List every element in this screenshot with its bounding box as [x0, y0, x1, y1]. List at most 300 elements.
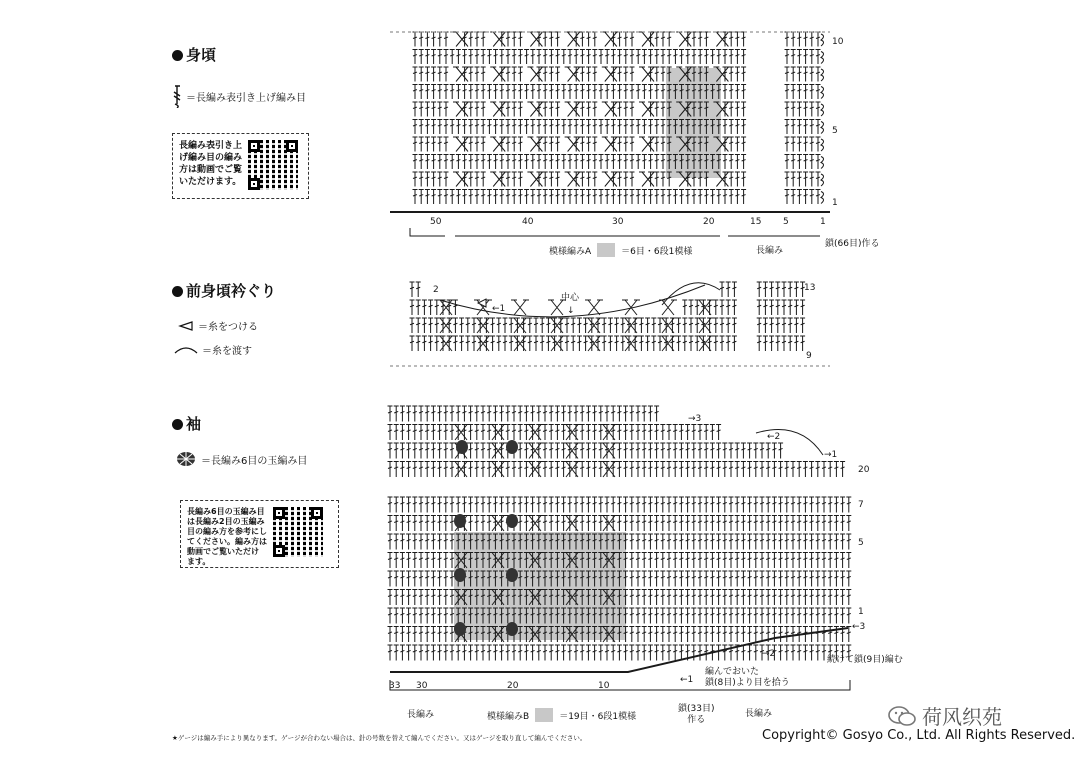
body-chain-label: 鎖(66目)作る — [825, 239, 880, 249]
dc-stitch — [586, 172, 591, 187]
dc-stitch — [753, 462, 758, 478]
dc-stitch — [772, 462, 777, 478]
crossed-stitch — [526, 462, 544, 478]
dc-stitch — [623, 172, 628, 187]
dc-stitch — [568, 120, 573, 135]
turning-chain — [821, 139, 824, 151]
dc-stitch — [834, 462, 839, 478]
dc-stitch — [698, 608, 703, 624]
shade-swatch-icon — [597, 243, 615, 257]
dc-stitch — [555, 50, 560, 65]
dc-stitch — [468, 425, 473, 441]
dc-stitch — [667, 590, 672, 606]
dc-stitch — [834, 571, 839, 587]
dc-stitch — [614, 336, 619, 351]
dc-stitch — [682, 300, 687, 315]
dc-stitch — [419, 443, 424, 459]
dc-stitch — [534, 318, 539, 333]
dc-stitch — [772, 608, 777, 624]
dc-stitch — [413, 50, 418, 65]
dc-stitch — [400, 425, 405, 441]
dc-stitch — [512, 85, 517, 100]
dc-stitch — [846, 608, 851, 624]
dc-stitch — [592, 516, 597, 532]
dc-stitch — [673, 443, 678, 459]
dc-stitch — [741, 137, 746, 152]
dc-stitch — [406, 406, 411, 422]
dc-stitch — [660, 590, 665, 606]
dc-stitch — [722, 645, 727, 661]
dc-stitch — [760, 516, 765, 532]
dc-stitch — [623, 50, 628, 65]
dc-stitch — [623, 516, 628, 532]
dc-stitch — [586, 425, 591, 441]
bobble-stitch — [506, 440, 518, 454]
dc-stitch — [815, 462, 820, 478]
dc-stitch — [791, 190, 796, 205]
dc-stitch — [549, 497, 554, 513]
dc-stitch — [704, 190, 709, 205]
dc-stitch — [778, 534, 783, 550]
dc-stitch — [443, 608, 448, 624]
dc-stitch — [546, 318, 551, 333]
dc-stitch — [816, 102, 821, 117]
dc-stitch — [741, 627, 746, 643]
dc-stitch — [571, 318, 576, 333]
dc-stitch — [630, 67, 635, 82]
dc-stitch — [803, 67, 808, 82]
row-number-label: 13 — [804, 283, 816, 293]
dc-stitch — [840, 608, 845, 624]
dc-stitch — [561, 406, 566, 422]
dc-stitch — [623, 645, 628, 661]
dc-stitch — [791, 32, 796, 47]
dc-stitch — [784, 497, 789, 513]
dc-stitch — [555, 137, 560, 152]
dc-stitch — [412, 406, 417, 422]
dc-stitch — [506, 50, 511, 65]
dc-stitch — [741, 50, 746, 65]
dc-stitch — [828, 571, 833, 587]
dc-stitch — [695, 300, 700, 315]
dc-stitch — [720, 300, 725, 315]
dc-stitch — [475, 50, 480, 65]
dc-stitch — [413, 120, 418, 135]
dc-stitch — [691, 443, 696, 459]
dc-stitch — [583, 336, 588, 351]
crossed-stitch — [511, 300, 529, 315]
dc-stitch — [431, 443, 436, 459]
dc-stitch — [394, 425, 399, 441]
dc-stitch — [722, 590, 727, 606]
sleeve-dc-left-label: 長編み — [407, 710, 435, 720]
dc-stitch — [654, 32, 659, 47]
dc-stitch — [723, 120, 728, 135]
dc-stitch — [598, 516, 603, 532]
dc-stitch — [561, 462, 566, 478]
dc-stitch — [549, 50, 554, 65]
dc-stitch — [412, 534, 417, 550]
dc-stitch — [536, 497, 541, 513]
dc-stitch — [512, 425, 517, 441]
dc-stitch — [444, 32, 449, 47]
dc-stitch — [605, 645, 610, 661]
dc-stitch — [661, 50, 666, 65]
dc-stitch — [654, 516, 659, 532]
dc-stitch — [474, 443, 479, 459]
dc-stitch — [704, 590, 709, 606]
dc-stitch — [722, 443, 727, 459]
dc-stitch — [555, 462, 560, 478]
dc-stitch — [394, 590, 399, 606]
dc-stitch — [815, 627, 820, 643]
wechat-icon — [888, 705, 916, 727]
dc-stitch — [763, 318, 768, 333]
dc-stitch — [822, 534, 827, 550]
dc-stitch — [431, 102, 436, 117]
dc-stitch — [840, 571, 845, 587]
dc-stitch — [642, 516, 647, 532]
dc-stitch — [472, 318, 477, 333]
dc-stitch — [481, 190, 486, 205]
dc-stitch — [623, 497, 628, 513]
dc-stitch — [691, 497, 696, 513]
dc-stitch — [816, 50, 821, 65]
dc-stitch — [803, 50, 808, 65]
crossed-stitch — [585, 318, 603, 333]
dc-stitch — [791, 590, 796, 606]
dc-stitch — [729, 553, 734, 569]
dc-stitch — [782, 300, 787, 315]
dc-stitch — [791, 608, 796, 624]
dc-stitch — [487, 155, 492, 170]
dc-stitch — [753, 497, 758, 513]
legend-attach: ＝糸をつける — [178, 318, 258, 333]
dc-stitch — [704, 443, 709, 459]
dc-stitch — [444, 102, 449, 117]
dc-stitch — [394, 571, 399, 587]
dc-stitch — [437, 32, 442, 47]
dc-stitch — [412, 645, 417, 661]
legend-bobble: ＝長編み6目の玉編み目 — [175, 450, 307, 468]
dc-stitch — [747, 553, 752, 569]
crossed-stitch — [453, 67, 471, 82]
dc-stitch — [685, 190, 690, 205]
dc-stitch — [468, 137, 473, 152]
dc-stitch — [846, 571, 851, 587]
dc-stitch — [413, 32, 418, 47]
dc-stitch — [462, 120, 467, 135]
watermark: 荷风织苑 — [888, 701, 1002, 730]
dc-stitch — [713, 300, 718, 315]
dc-stitch — [698, 571, 703, 587]
dc-stitch — [660, 571, 665, 587]
dc-stitch — [704, 425, 709, 441]
dc-stitch — [698, 497, 703, 513]
dc-stitch — [782, 336, 787, 351]
dc-stitch — [425, 155, 430, 170]
dc-stitch — [689, 300, 694, 315]
dc-stitch — [778, 553, 783, 569]
dc-stitch — [437, 590, 442, 606]
dc-stitch — [809, 645, 814, 661]
dc-stitch — [487, 406, 492, 422]
dc-stitch — [784, 627, 789, 643]
dc-stitch — [475, 155, 480, 170]
dc-stitch — [422, 318, 427, 333]
crossed-stitch — [659, 300, 677, 315]
dc-stitch — [778, 443, 783, 459]
dc-stitch — [518, 190, 523, 205]
row-number-label: 7 — [858, 500, 864, 510]
dc-stitch — [496, 336, 501, 351]
dc-stitch — [636, 155, 641, 170]
dc-stitch — [540, 336, 545, 351]
dc-stitch — [772, 571, 777, 587]
dc-stitch — [729, 137, 734, 152]
row-mark-label: ←2 — [767, 432, 781, 442]
crossed-stitch — [526, 425, 544, 441]
dc-stitch — [617, 85, 622, 100]
dc-stitch — [505, 462, 510, 478]
dc-stitch — [419, 102, 424, 117]
dc-stitch — [394, 553, 399, 569]
dc-stitch — [543, 443, 548, 459]
dc-stitch — [809, 155, 814, 170]
dc-stitch — [574, 406, 579, 422]
dc-stitch — [481, 462, 486, 478]
dc-stitch — [660, 608, 665, 624]
dc-stitch — [400, 497, 405, 513]
dc-stitch — [437, 425, 442, 441]
dc-stitch — [803, 516, 808, 532]
dc-stitch — [388, 608, 393, 624]
dc-stitch — [623, 462, 628, 478]
dc-stitch — [667, 462, 672, 478]
dc-stitch — [834, 590, 839, 606]
stitch-count-label: 1 — [820, 217, 826, 227]
dc-stitch — [766, 462, 771, 478]
dc-stitch — [524, 462, 529, 478]
dc-stitch — [753, 608, 758, 624]
dc-stitch — [692, 32, 697, 47]
dc-stitch — [475, 137, 480, 152]
dc-stitch — [685, 553, 690, 569]
dc-stitch — [443, 553, 448, 569]
dc-stitch — [462, 85, 467, 100]
dc-stitch — [592, 50, 597, 65]
dc-stitch — [617, 120, 622, 135]
dc-stitch — [757, 318, 762, 333]
section-title-sleeve: 袖 — [172, 413, 201, 434]
dc-stitch — [747, 627, 752, 643]
dc-stitch — [778, 645, 783, 661]
dc-stitch — [580, 102, 585, 117]
dc-stitch — [484, 318, 489, 333]
dc-stitch — [468, 102, 473, 117]
dc-stitch — [775, 300, 780, 315]
dc-stitch — [679, 645, 684, 661]
dc-stitch — [617, 67, 622, 82]
dc-stitch — [512, 155, 517, 170]
dc-stitch — [630, 155, 635, 170]
dc-stitch — [518, 443, 523, 459]
dc-stitch — [667, 627, 672, 643]
dc-stitch — [642, 85, 647, 100]
dc-stitch — [493, 85, 498, 100]
dc-stitch — [629, 608, 634, 624]
crossed-stitch — [565, 137, 583, 152]
dc-stitch — [660, 534, 665, 550]
dc-stitch — [598, 462, 603, 478]
dc-stitch — [673, 645, 678, 661]
dc-stitch — [785, 85, 790, 100]
dc-stitch — [753, 516, 758, 532]
dc-stitch — [741, 497, 746, 513]
dc-stitch — [549, 443, 554, 459]
dc-stitch — [729, 67, 734, 82]
dc-stitch — [561, 443, 566, 459]
dc-stitch — [735, 32, 740, 47]
dc-stitch — [623, 443, 628, 459]
dc-stitch — [561, 50, 566, 65]
dc-stitch — [487, 462, 492, 478]
dc-stitch — [493, 497, 498, 513]
dc-stitch — [828, 608, 833, 624]
dc-stitch — [660, 462, 665, 478]
dc-stitch — [431, 534, 436, 550]
dc-stitch — [555, 102, 560, 117]
dc-stitch — [412, 608, 417, 624]
dc-stitch — [481, 50, 486, 65]
dc-stitch — [729, 102, 734, 117]
dc-stitch — [543, 155, 548, 170]
dc-stitch — [753, 443, 758, 459]
dc-stitch — [456, 120, 461, 135]
dc-stitch — [784, 590, 789, 606]
crossed-stitch — [659, 318, 677, 333]
dc-stitch — [797, 608, 802, 624]
dc-stitch — [763, 336, 768, 351]
crossed-stitch — [696, 300, 714, 315]
dc-stitch — [642, 120, 647, 135]
dc-stitch — [815, 497, 820, 513]
dc-stitch — [763, 282, 768, 297]
dc-stitch — [506, 190, 511, 205]
dc-stitch — [735, 571, 740, 587]
dc-stitch — [425, 32, 430, 47]
dc-stitch — [434, 336, 439, 351]
dc-stitch — [437, 50, 442, 65]
dc-stitch — [605, 190, 610, 205]
crossed-stitch — [489, 425, 507, 441]
dc-stitch — [406, 497, 411, 513]
dc-stitch — [732, 282, 737, 297]
dc-stitch — [623, 137, 628, 152]
dc-stitch — [716, 497, 721, 513]
crossed-stitch — [452, 462, 470, 478]
dc-stitch — [592, 102, 597, 117]
dc-stitch — [797, 102, 802, 117]
dc-stitch — [536, 645, 541, 661]
dc-stitch — [726, 336, 731, 351]
dc-stitch — [450, 120, 455, 135]
dc-stitch — [530, 50, 535, 65]
dc-stitch — [605, 155, 610, 170]
dc-stitch — [443, 590, 448, 606]
dc-stitch — [685, 590, 690, 606]
dc-stitch — [567, 497, 572, 513]
dc-stitch — [741, 590, 746, 606]
dc-stitch — [437, 137, 442, 152]
dc-stitch — [406, 425, 411, 441]
dc-stitch — [505, 497, 510, 513]
dc-stitch — [757, 282, 762, 297]
crossed-stitch — [489, 462, 507, 478]
dc-stitch — [617, 462, 622, 478]
crossed-stitch — [490, 102, 508, 117]
dc-stitch — [741, 172, 746, 187]
dc-stitch — [543, 516, 548, 532]
dc-stitch — [723, 190, 728, 205]
crossed-stitch — [453, 172, 471, 187]
dc-stitch — [437, 190, 442, 205]
dc-stitch — [474, 425, 479, 441]
dc-stitch — [735, 497, 740, 513]
dc-stitch — [475, 85, 480, 100]
crossed-stitch — [453, 137, 471, 152]
dc-stitch — [425, 590, 430, 606]
dc-stitch — [800, 336, 805, 351]
dc-stitch — [512, 406, 517, 422]
dc-stitch — [388, 462, 393, 478]
dc-stitch — [462, 50, 467, 65]
copyright: Copyright© Gosyo Co., Ltd. All Rights Reserved. — [762, 728, 1076, 743]
dc-stitch — [450, 590, 455, 606]
dc-stitch — [660, 645, 665, 661]
dc-stitch — [679, 425, 684, 441]
dc-stitch — [561, 85, 566, 100]
dc-stitch — [437, 67, 442, 82]
dc-stitch — [431, 497, 436, 513]
dc-stitch — [797, 462, 802, 478]
dc-stitch — [428, 300, 433, 315]
dc-stitch — [456, 85, 461, 100]
dc-stitch — [654, 155, 659, 170]
dc-stitch — [443, 627, 448, 643]
dc-stitch — [574, 190, 579, 205]
dc-stitch — [481, 137, 486, 152]
dc-stitch — [617, 155, 622, 170]
dc-stitch — [413, 137, 418, 152]
dc-stitch — [815, 553, 820, 569]
dc-stitch — [555, 172, 560, 187]
dc-stitch — [636, 425, 641, 441]
dc-stitch — [586, 120, 591, 135]
dc-stitch — [599, 85, 604, 100]
dc-stitch — [797, 85, 802, 100]
dc-stitch — [475, 120, 480, 135]
dc-stitch — [630, 137, 635, 152]
dc-stitch — [654, 571, 659, 587]
dc-stitch — [667, 32, 672, 47]
crossed-stitch — [565, 32, 583, 47]
dc-stitch — [481, 155, 486, 170]
dc-stitch — [704, 516, 709, 532]
dc-stitch — [543, 462, 548, 478]
dc-stitch — [400, 590, 405, 606]
dc-stitch — [419, 571, 424, 587]
